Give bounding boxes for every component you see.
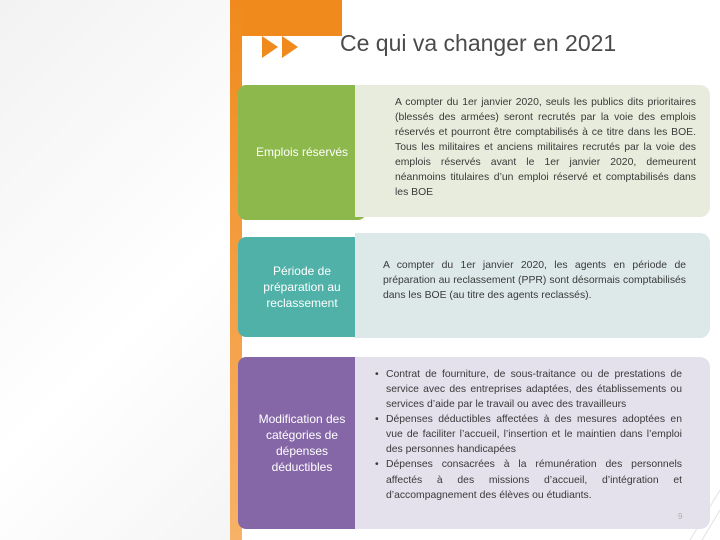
list-item: • Dépenses consacrées à la rémunération des personnels affectés à des missions d’accueil, d’intégration et d’accompagnement des élèves ou étudiants. bbox=[375, 457, 682, 502]
panel-text: A compter du 1er janvier 2020, seuls les publics dits prioritaires (blessés des armées) seront recrutés par la voie des emplois réservés et pourront être comptabilisés à ce titre dans les BOE. Tous les militaires et anciens militaires recrutés par la voie des emplois réservés avant le 1er janvier 2020, demeurent néanmoins titulaires d’un emploi réservé et comptabilisés dans les BOE bbox=[395, 97, 696, 199]
list-item: • Contrat de fourniture, de sous-traitance ou de prestations de service avec des entreprises adaptées, des établissements ou services d’aide par le travail ou avec des travailleurs bbox=[375, 367, 682, 412]
panel-text: A compter du 1er janvier 2020, les agents en période de préparation au reclassement (PPR) sont désormais comptabilisés dans les BOE (au titre des agents reclassés). bbox=[383, 260, 686, 302]
tile-modification-depenses bbox=[238, 357, 366, 529]
bullet-list bbox=[375, 367, 682, 503]
tile-emplois-reserves bbox=[238, 85, 366, 220]
tile-periode-preparation bbox=[238, 237, 366, 337]
orange-accent-block bbox=[242, 0, 342, 36]
tile-label: Emplois réservés bbox=[255, 145, 349, 160]
left-background bbox=[0, 0, 230, 540]
slide-title: Ce qui va changer en 2021 bbox=[340, 30, 617, 56]
panel-periode-preparation bbox=[355, 233, 710, 338]
fast-forward-icon bbox=[262, 34, 304, 60]
tile-label: Modification des catégories de dépenses déductibles bbox=[258, 411, 346, 475]
corner-decoration bbox=[680, 480, 720, 540]
tile-label: Période de préparation au reclassement bbox=[263, 263, 341, 311]
panel-modification-depenses bbox=[355, 357, 710, 529]
panel-emplois-reserves bbox=[355, 85, 710, 217]
page-number: 9 bbox=[678, 512, 683, 521]
list-item: • Dépenses déductibles affectées à des mesures adoptées en vue de faciliter l’accueil, l’insertion et le maintien dans l’emploi des personnes handicapées bbox=[375, 412, 682, 457]
